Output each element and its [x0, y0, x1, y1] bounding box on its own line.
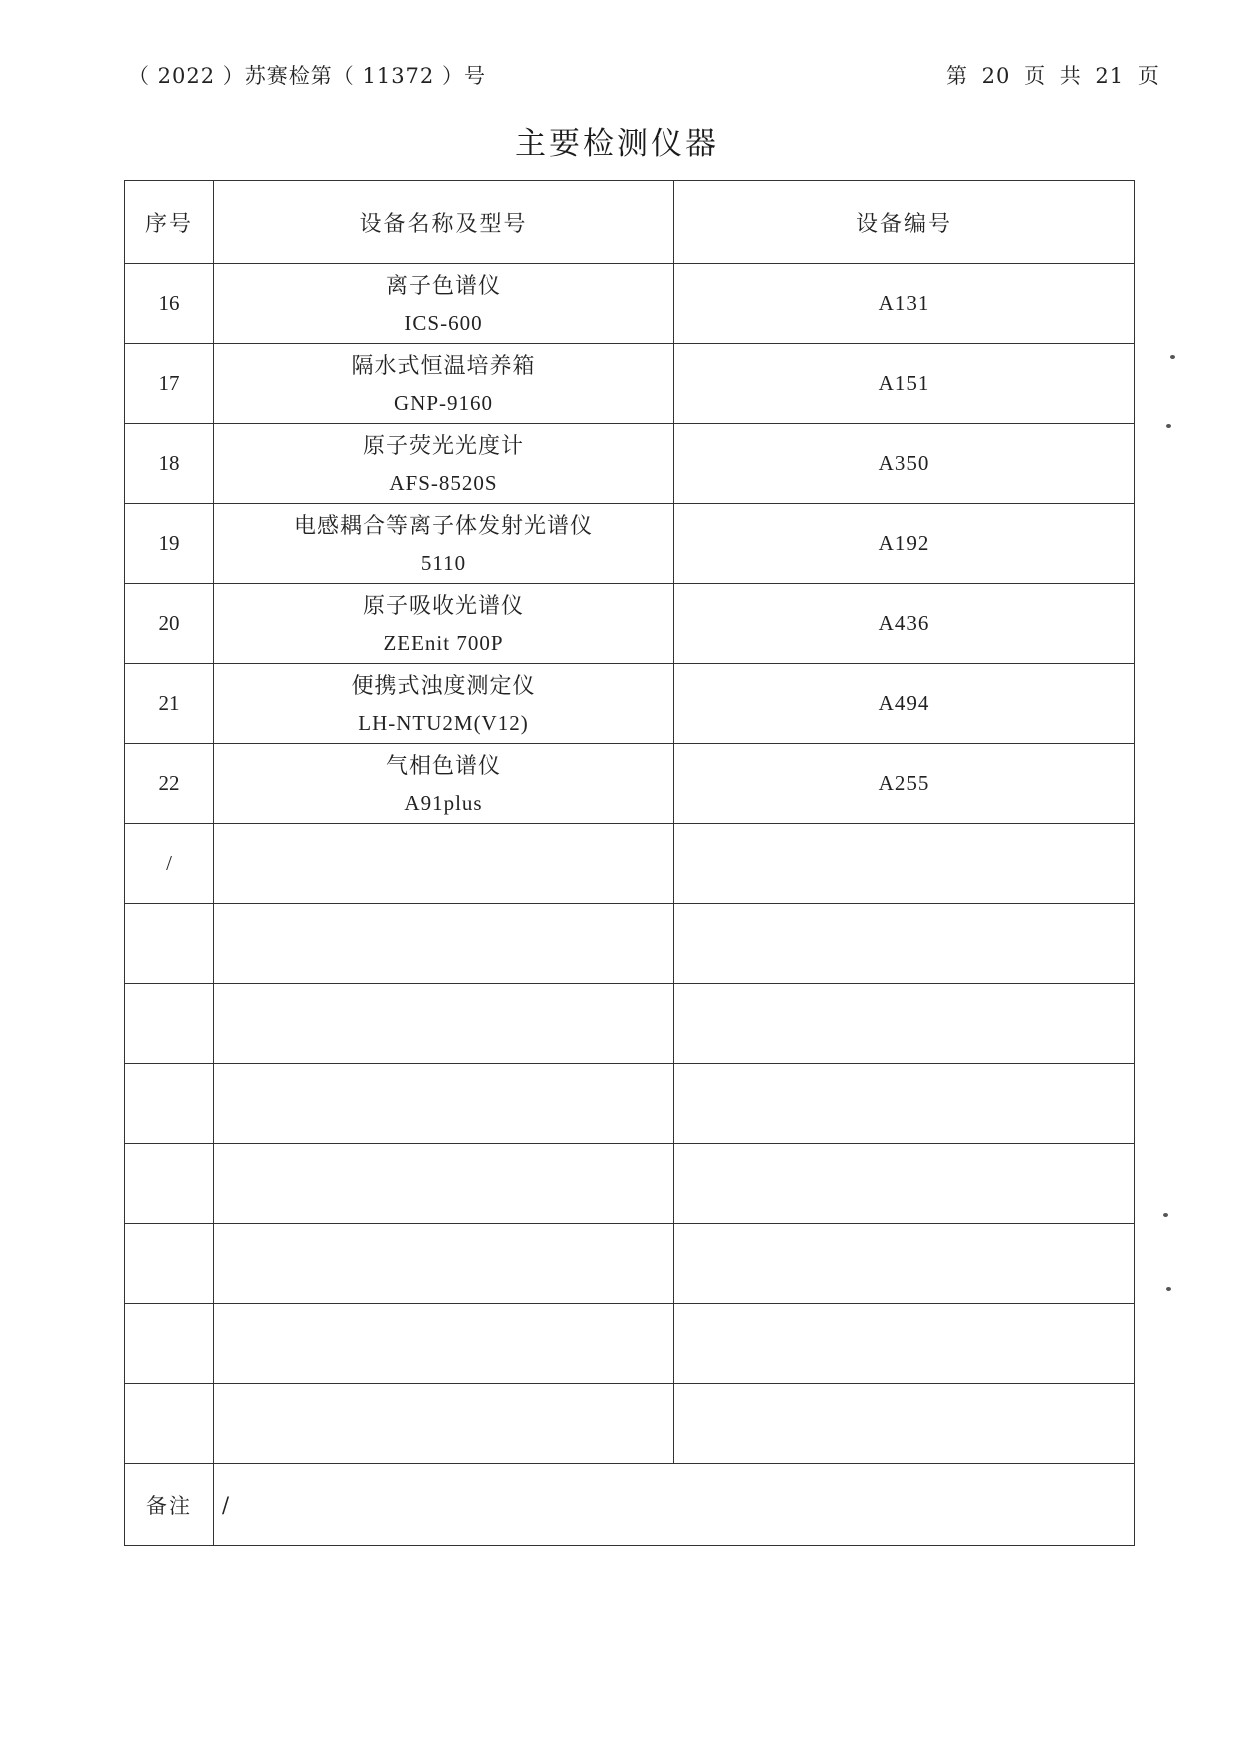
column-header-no: 序号 [125, 181, 214, 264]
column-header-name: 设备名称及型号 [214, 181, 674, 264]
row-number: 21 [125, 664, 214, 744]
table-row [125, 504, 1135, 584]
equipment-code: A192 [674, 504, 1135, 584]
table-row [125, 1144, 1135, 1224]
page-title: 主要检测仪器 [515, 126, 719, 162]
column-header-code: 设备编号 [674, 181, 1135, 264]
equipment-code [674, 1384, 1135, 1464]
equipment-name-model-cell [214, 344, 674, 424]
scan-speck [1170, 355, 1175, 359]
equipment-code [674, 1064, 1135, 1144]
equipment-name: 便携式浊度测定仪 [351, 673, 536, 699]
table-row [125, 584, 1135, 664]
row-number: 16 [125, 264, 214, 344]
row-number [125, 1224, 214, 1304]
row-number [125, 1384, 214, 1464]
table-row [125, 744, 1135, 824]
equipment-model: ZEEnit 700P [383, 630, 504, 655]
instrument-table [124, 180, 1135, 1546]
remark-row [125, 1464, 1135, 1546]
scan-speck [1166, 424, 1171, 428]
remark-value: / [214, 1464, 1135, 1546]
table-row [125, 344, 1135, 424]
row-number: 20 [125, 584, 214, 664]
equipment-name-model-cell [214, 584, 674, 664]
row-number: 22 [125, 744, 214, 824]
equipment-model: AFS-8520S [389, 470, 498, 495]
equipment-name-model-cell [214, 1304, 674, 1384]
equipment-name: 电感耦合等离子体发射光谱仪 [293, 513, 593, 539]
equipment-name-model-cell [214, 904, 674, 984]
equipment-name-model-cell [214, 1064, 674, 1144]
equipment-name: 离子色谱仪 [385, 273, 501, 299]
equipment-name-model-cell [214, 664, 674, 744]
scan-speck [1163, 1213, 1168, 1217]
table-row [125, 1384, 1135, 1464]
equipment-code [674, 1224, 1135, 1304]
table-row [125, 424, 1135, 504]
table-row [125, 984, 1135, 1064]
equipment-model: GNP-9160 [393, 390, 493, 415]
equipment-code: A131 [674, 264, 1135, 344]
table-row [125, 264, 1135, 344]
equipment-model: LH-NTU2M(V12) [358, 710, 529, 735]
equipment-code [674, 1304, 1135, 1384]
row-number [125, 1304, 214, 1384]
equipment-model: 5110 [420, 550, 467, 575]
row-number [125, 904, 214, 984]
equipment-name-model-cell [214, 1224, 674, 1304]
equipment-code: A151 [674, 344, 1135, 424]
remark-label: 备注 [125, 1464, 214, 1546]
equipment-code [674, 984, 1135, 1064]
scan-speck [1166, 1287, 1171, 1291]
equipment-name-model-cell [214, 504, 674, 584]
equipment-code: A494 [674, 664, 1135, 744]
row-number [125, 1064, 214, 1144]
equipment-code [674, 904, 1135, 984]
table-row [125, 824, 1135, 904]
equipment-model: ICS-600 [404, 310, 483, 335]
row-number: / [125, 824, 214, 904]
equipment-name-model-cell [214, 264, 674, 344]
row-number: 18 [125, 424, 214, 504]
table-row [125, 904, 1135, 984]
equipment-name: 原子吸收光谱仪 [362, 593, 524, 619]
report-number: （ 2022 ）苏赛检第（ 11372 ）号 [128, 64, 486, 88]
page-info: 第 20 页 共 21 页 [946, 64, 1160, 88]
equipment-model: A91plus [404, 790, 483, 815]
equipment-name-model-cell [214, 744, 674, 824]
table-row [125, 1064, 1135, 1144]
row-number [125, 1144, 214, 1224]
equipment-name-model-cell [214, 1384, 674, 1464]
equipment-code [674, 1144, 1135, 1224]
equipment-name: 气相色谱仪 [385, 753, 501, 779]
table-header-row [125, 181, 1135, 264]
table-row [125, 1224, 1135, 1304]
equipment-name-model-cell [214, 984, 674, 1064]
equipment-code: A436 [674, 584, 1135, 664]
equipment-name-model-cell [214, 424, 674, 504]
equipment-name: 隔水式恒温培养箱 [351, 353, 536, 379]
equipment-name-model-cell [214, 824, 674, 904]
table-row [125, 664, 1135, 744]
equipment-code [674, 824, 1135, 904]
table-row [125, 1304, 1135, 1384]
equipment-name: 原子荧光光度计 [362, 433, 524, 459]
row-number: 19 [125, 504, 214, 584]
row-number [125, 984, 214, 1064]
equipment-name-model-cell [214, 1144, 674, 1224]
equipment-code: A255 [674, 744, 1135, 824]
equipment-code: A350 [674, 424, 1135, 504]
row-number: 17 [125, 344, 214, 424]
